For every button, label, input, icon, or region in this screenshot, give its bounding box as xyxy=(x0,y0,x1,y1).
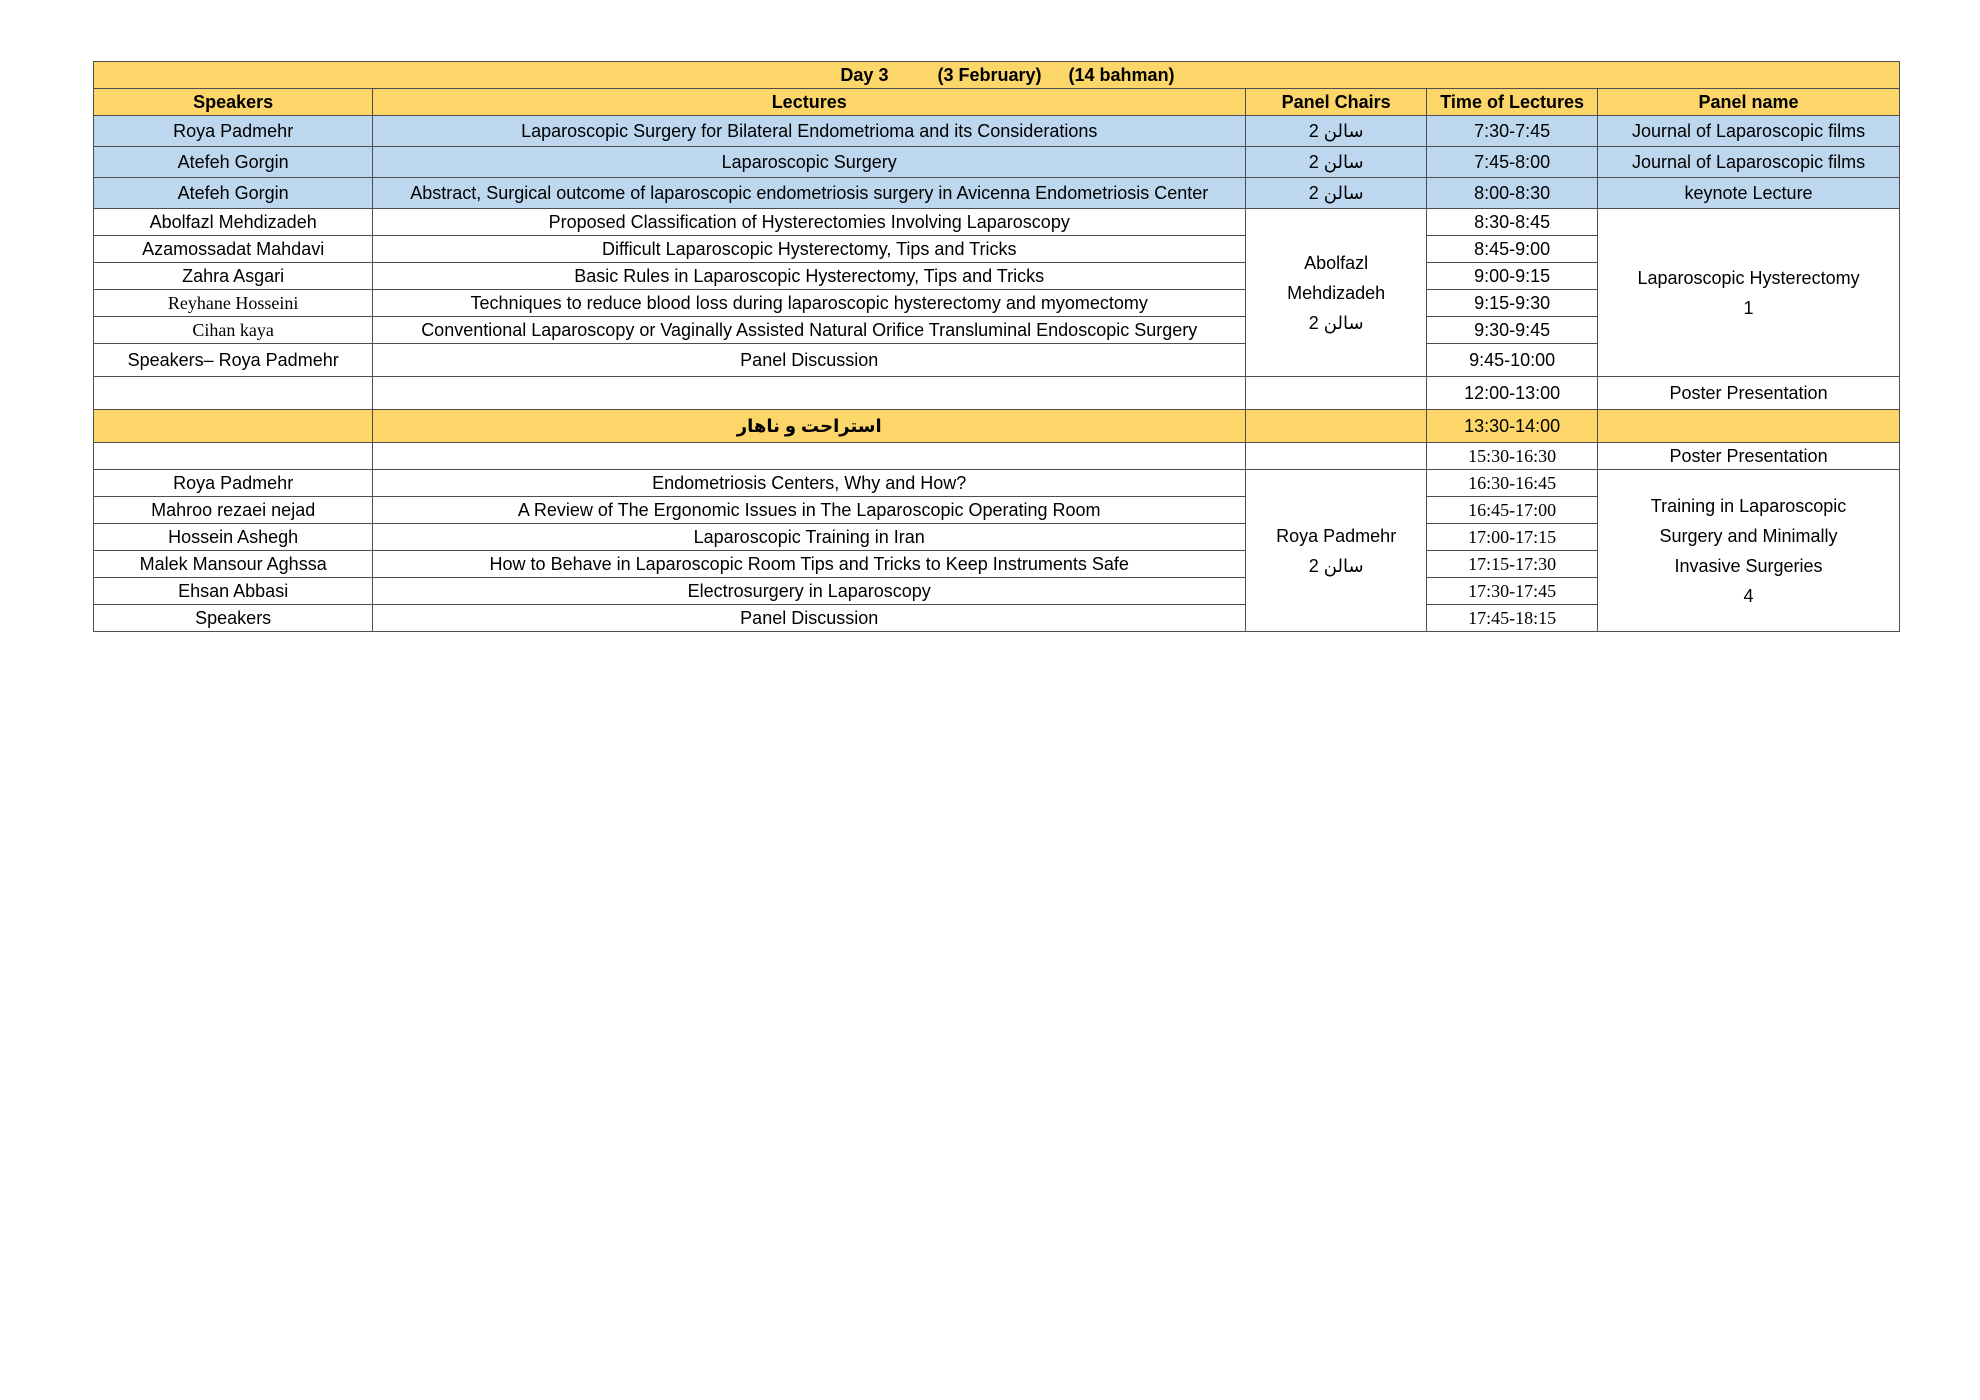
panel-name-cell: Poster Presentation xyxy=(1598,377,1900,410)
hall-label: سالن 2 xyxy=(1308,312,1364,333)
time-cell: 15:30-16:30 xyxy=(1427,443,1598,470)
time-cell: 9:00-9:15 xyxy=(1427,263,1598,290)
header-time: Time of Lectures xyxy=(1427,89,1598,116)
time-cell: 7:30-7:45 xyxy=(1427,116,1598,147)
table-row xyxy=(94,470,1900,497)
header-panel-name: Panel name xyxy=(1598,89,1900,116)
panel-chair-cell xyxy=(1246,470,1427,632)
poster-row xyxy=(94,443,1900,470)
time-cell: 8:30-8:45 xyxy=(1427,209,1598,236)
speaker-cell: Abolfazl Mehdizadeh xyxy=(94,209,373,236)
schedule-table xyxy=(93,61,1900,632)
speaker-cell: Zahra Asgari xyxy=(94,263,373,290)
speaker-cell: Speakers xyxy=(94,605,373,632)
hall-cell: سالن 2 xyxy=(1246,178,1427,209)
time-cell: 13:30-14:00 xyxy=(1427,410,1598,443)
hall-label: سالن 2 xyxy=(1308,555,1364,576)
table-row xyxy=(94,209,1900,236)
speaker-cell xyxy=(94,410,373,443)
time-cell: 12:00-13:00 xyxy=(1427,377,1598,410)
day-title-row xyxy=(94,62,1900,89)
panel-name-line: Laparoscopic Hysterectomy xyxy=(1637,267,1860,288)
persian-date-label: (14 bahman) xyxy=(1068,64,1175,85)
lecture-cell: Laparoscopic Surgery xyxy=(373,147,1246,178)
panel-number: 1 xyxy=(1743,297,1754,318)
speaker-cell: Atefeh Gorgin xyxy=(94,147,373,178)
speaker-cell xyxy=(94,443,373,470)
panel-chair-cell xyxy=(1246,377,1427,410)
lecture-cell: Proposed Classification of Hysterectomies Involving Laparoscopy xyxy=(373,209,1246,236)
date-label: (3 February) xyxy=(937,64,1042,85)
panel-name-cell: keynote Lecture xyxy=(1598,178,1900,209)
panel-chair-cell xyxy=(1246,209,1427,377)
speaker-cell: Mahroo rezaei nejad xyxy=(94,497,373,524)
time-cell: 17:00-17:15 xyxy=(1427,524,1598,551)
speaker-cell: Atefeh Gorgin xyxy=(94,178,373,209)
lecture-cell: Panel Discussion xyxy=(373,344,1246,377)
lecture-cell: Electrosurgery in Laparoscopy xyxy=(373,578,1246,605)
table-row xyxy=(94,178,1900,209)
lecture-cell: A Review of The Ergonomic Issues in The Laparoscopic Operating Room xyxy=(373,497,1246,524)
lecture-cell: Abstract, Surgical outcome of laparoscopic endometriosis surgery in Avicenna Endometriosis Center xyxy=(373,178,1246,209)
lecture-cell: How to Behave in Laparoscopic Room Tips and Tricks to Keep Instruments Safe xyxy=(373,551,1246,578)
header-panel-chairs: Panel Chairs xyxy=(1246,89,1427,116)
speaker-cell xyxy=(94,377,373,410)
lecture-cell xyxy=(373,443,1246,470)
speaker-cell: Cihan kaya xyxy=(94,317,373,344)
hall-cell: سالن 2 xyxy=(1246,116,1427,147)
speaker-cell: Ehsan Abbasi xyxy=(94,578,373,605)
speaker-cell: Hossein Ashegh xyxy=(94,524,373,551)
time-cell: 9:30-9:45 xyxy=(1427,317,1598,344)
panel-name-line: Surgery and Minimally xyxy=(1659,525,1838,546)
lecture-cell: Conventional Laparoscopy or Vaginally Assisted Natural Orifice Transluminal Endoscopic Surgery xyxy=(373,317,1246,344)
panel-name-cell xyxy=(1598,470,1900,632)
time-cell: 17:15-17:30 xyxy=(1427,551,1598,578)
panel-name-cell xyxy=(1598,209,1900,377)
table-row xyxy=(94,116,1900,147)
hall-cell: سالن 2 xyxy=(1246,147,1427,178)
panel-chair-cell xyxy=(1246,410,1427,443)
panel-number: 4 xyxy=(1743,585,1754,606)
panel-chair-line: Mehdizadeh xyxy=(1287,282,1386,303)
speaker-cell: Reyhane Hosseini xyxy=(94,290,373,317)
time-cell: 9:15-9:30 xyxy=(1427,290,1598,317)
lecture-cell xyxy=(373,377,1246,410)
panel-name-line: Invasive Surgeries xyxy=(1674,555,1823,576)
header-lectures: Lectures xyxy=(373,89,1246,116)
lecture-cell: Laparoscopic Training in Iran xyxy=(373,524,1246,551)
table-row xyxy=(94,147,1900,178)
panel-name-cell: Journal of Laparoscopic films xyxy=(1598,147,1900,178)
lecture-cell: Difficult Laparoscopic Hysterectomy, Tips and Tricks xyxy=(373,236,1246,263)
panel-name-cell xyxy=(1598,410,1900,443)
speaker-cell: Roya Padmehr xyxy=(94,116,373,147)
time-cell: 9:45-10:00 xyxy=(1427,344,1598,377)
poster-row xyxy=(94,377,1900,410)
panel-name-cell: Poster Presentation xyxy=(1598,443,1900,470)
lecture-cell: Basic Rules in Laparoscopic Hysterectomy, Tips and Tricks xyxy=(373,263,1246,290)
lecture-cell: Endometriosis Centers, Why and How? xyxy=(373,470,1246,497)
speaker-cell: Speakers– Roya Padmehr xyxy=(94,344,373,377)
header-speakers: Speakers xyxy=(94,89,373,116)
panel-chair-cell xyxy=(1246,443,1427,470)
time-cell: 16:30-16:45 xyxy=(1427,470,1598,497)
panel-chair-line: Roya Padmehr xyxy=(1276,525,1397,546)
day-title xyxy=(94,62,1900,89)
time-cell: 8:00-8:30 xyxy=(1427,178,1598,209)
lecture-cell: Panel Discussion xyxy=(373,605,1246,632)
speaker-cell: Roya Padmehr xyxy=(94,470,373,497)
lecture-cell: Techniques to reduce blood loss during laparoscopic hysterectomy and myomectomy xyxy=(373,290,1246,317)
lunch-row xyxy=(94,410,1900,443)
speaker-cell: Azamossadat Mahdavi xyxy=(94,236,373,263)
lunch-label: استراحت و ناهار xyxy=(373,410,1246,443)
panel-chair-line: Abolfazl xyxy=(1304,252,1369,273)
panel-name-cell: Journal of Laparoscopic films xyxy=(1598,116,1900,147)
time-cell: 16:45-17:00 xyxy=(1427,497,1598,524)
panel-name-line: Training in Laparoscopic xyxy=(1650,495,1847,516)
time-cell: 17:30-17:45 xyxy=(1427,578,1598,605)
header-row xyxy=(94,89,1900,116)
time-cell: 8:45-9:00 xyxy=(1427,236,1598,263)
speaker-cell: Malek Mansour Aghssa xyxy=(94,551,373,578)
time-cell: 7:45-8:00 xyxy=(1427,147,1598,178)
lecture-cell: Laparoscopic Surgery for Bilateral Endometrioma and its Considerations xyxy=(373,116,1246,147)
day-label: Day 3 xyxy=(840,64,889,85)
time-cell: 17:45-18:15 xyxy=(1427,605,1598,632)
